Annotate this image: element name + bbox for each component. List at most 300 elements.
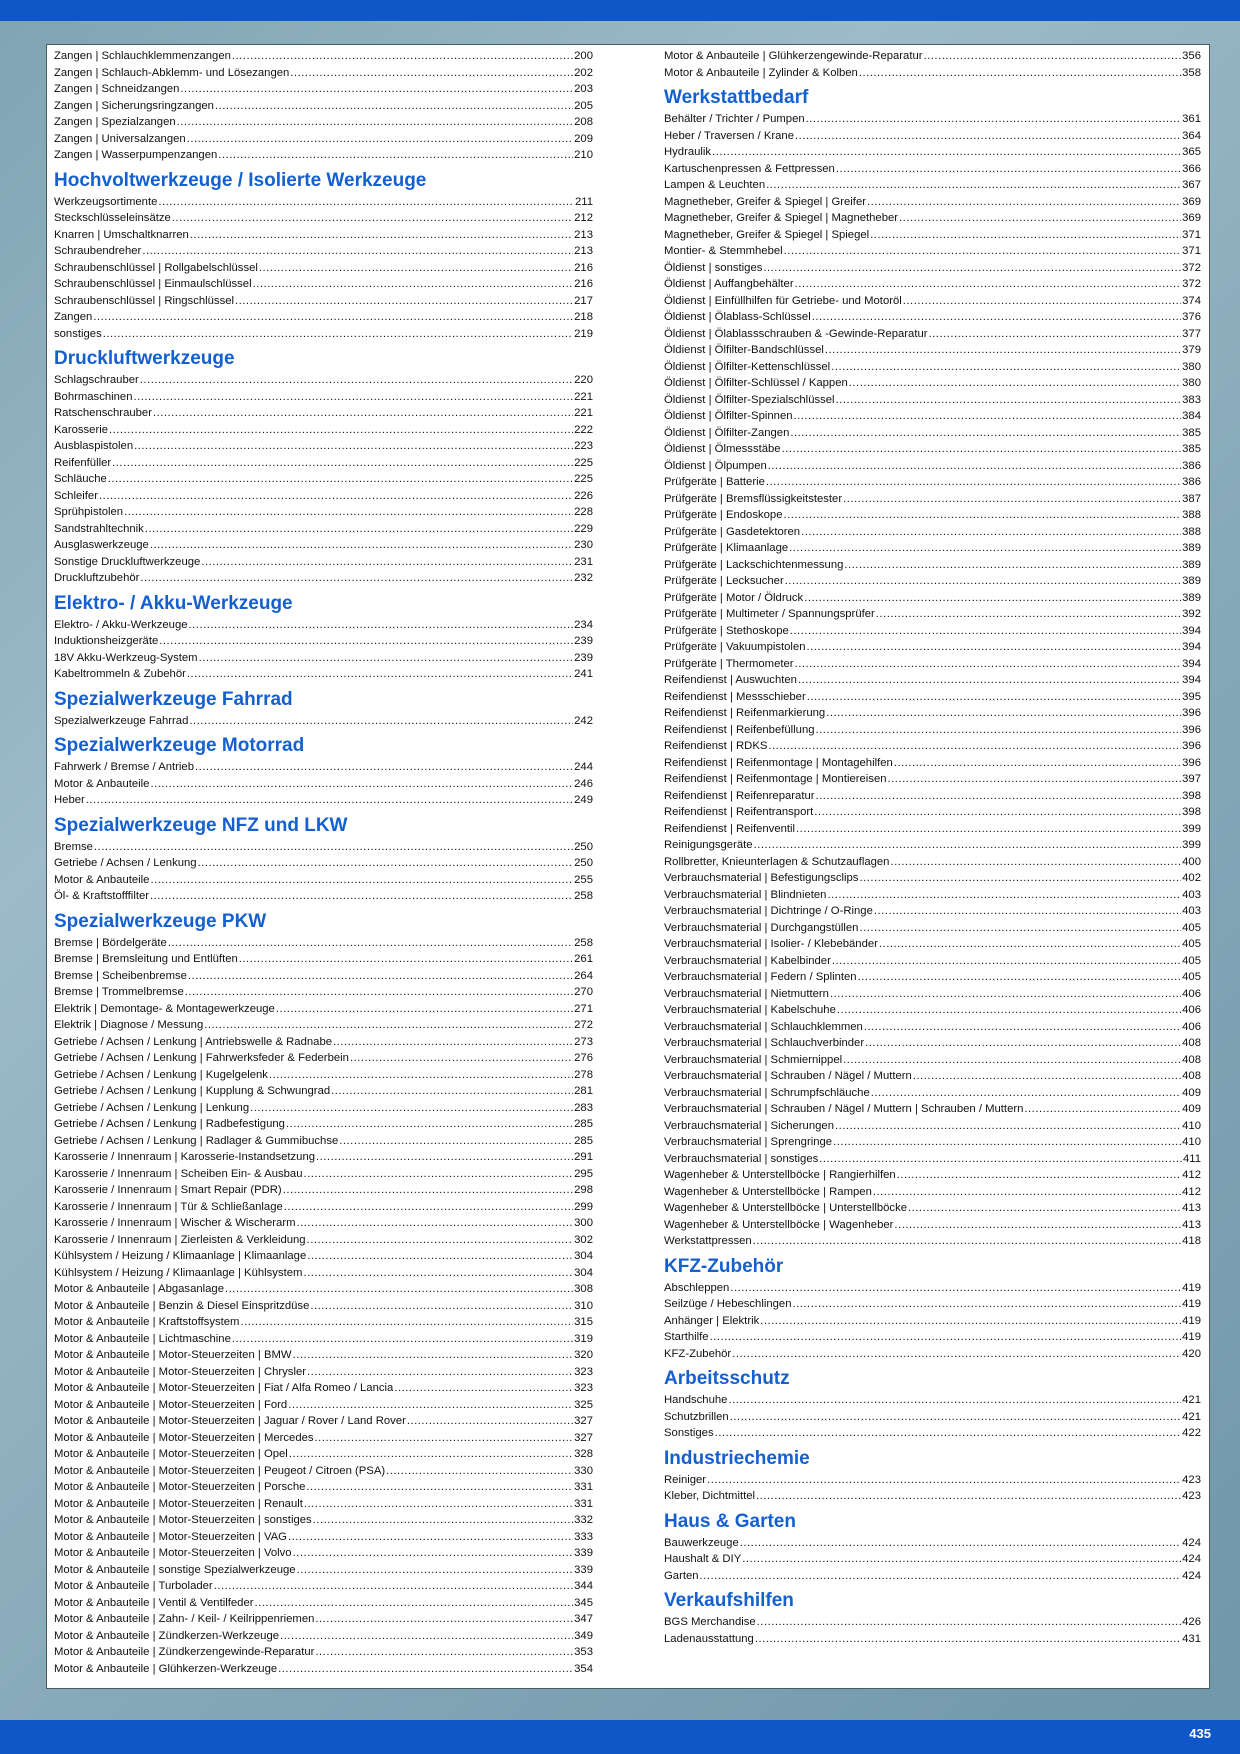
- entry-label: Verbrauchsmaterial | Schlauchklemmen: [664, 1020, 863, 1033]
- index-entry[interactable]: [664, 590, 1201, 607]
- entry-label: Motor & Anbauteile | Zahn- / Keil- / Keilrippenriemen: [54, 1613, 315, 1625]
- index-entry[interactable]: [664, 1019, 1201, 1036]
- entry-page-number: 377: [1182, 327, 1201, 340]
- index-entry[interactable]: [54, 776, 593, 793]
- entry-label: Öldienst | sonstiges: [664, 261, 763, 274]
- index-entry[interactable]: [664, 194, 1201, 211]
- index-entry[interactable]: [664, 1535, 1201, 1552]
- dot-leader: [760, 1313, 1181, 1330]
- index-entry[interactable]: [54, 227, 593, 244]
- index-entry[interactable]: [54, 666, 593, 683]
- index-entry[interactable]: [664, 557, 1201, 574]
- index-entry[interactable]: [664, 1068, 1201, 1085]
- index-entry[interactable]: [54, 1149, 593, 1166]
- dot-leader: [766, 474, 1181, 491]
- entry-page-number: 374: [1182, 294, 1201, 307]
- dot-leader: [201, 554, 573, 571]
- index-entry[interactable]: [664, 425, 1201, 442]
- entry-label: Schleifer: [54, 489, 98, 502]
- index-entry[interactable]: [54, 260, 593, 277]
- dot-leader: [134, 438, 573, 455]
- index-entry[interactable]: [54, 1545, 593, 1562]
- index-entry[interactable]: [54, 1562, 593, 1579]
- entry-page-number: 405: [1182, 971, 1201, 983]
- index-entry[interactable]: [54, 1578, 593, 1595]
- index-entry[interactable]: [664, 293, 1201, 310]
- index-entry[interactable]: [54, 888, 593, 905]
- entry-label: Motor & Anbauteile | Motor-Steuerzeiten | Mercedes: [54, 1431, 314, 1444]
- dot-leader: [816, 788, 1182, 805]
- index-entry[interactable]: [54, 1001, 593, 1018]
- index-entry[interactable]: [54, 521, 593, 538]
- dot-leader: [269, 1067, 573, 1084]
- entry-label: Steckschlüsseleinsätze: [54, 212, 171, 224]
- entry-label: Reiniger: [664, 1473, 707, 1486]
- index-entry[interactable]: [54, 1463, 593, 1480]
- index-entry[interactable]: [54, 839, 593, 856]
- entry-label: Karosserie: [54, 423, 108, 436]
- dot-leader: [826, 705, 1181, 722]
- index-entry[interactable]: [54, 243, 593, 260]
- entry-page-number: 278: [574, 1068, 593, 1081]
- index-entry[interactable]: [54, 1644, 593, 1661]
- index-entry[interactable]: [664, 1118, 1201, 1135]
- entry-page-number: 323: [574, 1382, 593, 1394]
- index-entry[interactable]: [664, 1614, 1201, 1631]
- index-entry[interactable]: [54, 1067, 593, 1084]
- index-entry[interactable]: [54, 1034, 593, 1051]
- entry-label: Bremse | Trommelbremse: [54, 986, 184, 998]
- dot-leader: [140, 372, 573, 389]
- entry-label: Zangen | Schlauch-Abklemm- und Lösezangen: [54, 66, 290, 79]
- index-entry[interactable]: [54, 554, 593, 571]
- dot-leader: [235, 293, 573, 310]
- index-entry[interactable]: [54, 1430, 593, 1447]
- index-entry[interactable]: [664, 689, 1201, 706]
- entry-label: Schläuche: [54, 473, 107, 485]
- index-entry[interactable]: [664, 309, 1201, 326]
- index-entry[interactable]: [664, 771, 1201, 788]
- index-entry[interactable]: [54, 1166, 593, 1183]
- index-entry[interactable]: [54, 1413, 593, 1430]
- index-entry[interactable]: [54, 210, 593, 227]
- dot-leader: [899, 210, 1181, 227]
- entry-label: Anhänger | Elektrik: [664, 1314, 760, 1327]
- index-entry[interactable]: [54, 1265, 593, 1282]
- dot-leader: [204, 1017, 573, 1034]
- index-entry[interactable]: [54, 422, 593, 439]
- index-entry[interactable]: [664, 639, 1201, 656]
- index-entry[interactable]: [54, 309, 593, 326]
- index-entry[interactable]: [664, 656, 1201, 673]
- entry-label: Kabeltrommeln & Zubehör: [54, 668, 186, 680]
- index-entry[interactable]: [664, 1551, 1201, 1568]
- index-entry[interactable]: [54, 713, 593, 730]
- dot-leader: [250, 1100, 573, 1117]
- entry-page-number: 255: [574, 873, 593, 886]
- index-entry[interactable]: [664, 1052, 1201, 1069]
- entry-page-number: 202: [574, 66, 593, 79]
- index-entry[interactable]: [54, 455, 593, 472]
- entry-label: Schraubenschlüssel | Rollgabelschlüssel: [54, 261, 258, 274]
- entry-page-number: 219: [574, 327, 593, 340]
- entry-page-number: 216: [574, 261, 593, 274]
- dot-leader: [913, 1068, 1181, 1085]
- index-entry[interactable]: [664, 375, 1201, 392]
- entry-label: Rollbretter, Knieunterlagen & Schutzauflagen: [664, 855, 890, 868]
- index-entry[interactable]: [664, 144, 1201, 161]
- index-entry[interactable]: [54, 1331, 593, 1348]
- entry-label: Getriebe / Achsen / Lenkung | Radbefestigung: [54, 1118, 285, 1130]
- index-column-right: [664, 48, 1201, 1647]
- index-entry[interactable]: [54, 438, 593, 455]
- index-entry[interactable]: [664, 507, 1201, 524]
- index-entry[interactable]: [664, 903, 1201, 920]
- index-entry[interactable]: [54, 1529, 593, 1546]
- index-entry[interactable]: [54, 855, 593, 872]
- entry-label: Öldienst | Einfüllhilfen für Getriebe- und Motoröl: [664, 294, 902, 307]
- entry-label: Bremse | Bremsleitung und Entlüften: [54, 953, 238, 965]
- index-entry[interactable]: [54, 405, 593, 422]
- index-entry[interactable]: [54, 504, 593, 521]
- index-entry[interactable]: [54, 537, 593, 554]
- entry-label: Werkstattpressen: [664, 1235, 752, 1247]
- index-entry[interactable]: [664, 1151, 1201, 1168]
- entry-label: Prüfgeräte | Gasdetektoren: [664, 525, 801, 538]
- index-entry[interactable]: [54, 935, 593, 952]
- index-entry[interactable]: [54, 1479, 593, 1496]
- index-entry[interactable]: [664, 887, 1201, 904]
- dot-leader: [297, 1215, 574, 1232]
- index-entry[interactable]: [54, 1512, 593, 1529]
- index-entry[interactable]: [664, 1392, 1201, 1409]
- index-entry[interactable]: [664, 111, 1201, 128]
- index-entry[interactable]: [54, 1182, 593, 1199]
- dot-leader: [315, 1611, 573, 1628]
- index-entry[interactable]: [664, 1184, 1201, 1201]
- dot-leader: [339, 1133, 573, 1150]
- index-entry[interactable]: [664, 491, 1201, 508]
- index-entry[interactable]: [664, 276, 1201, 293]
- dot-leader: [833, 1134, 1181, 1151]
- entry-page-number: 315: [574, 1316, 593, 1328]
- index-entry[interactable]: [664, 705, 1201, 722]
- entry-page-number: 410: [1182, 1119, 1201, 1132]
- entry-page-number: 424: [1182, 1536, 1201, 1549]
- index-entry[interactable]: [54, 1595, 593, 1612]
- dot-leader: [782, 441, 1182, 458]
- dot-leader: [843, 1052, 1181, 1069]
- entry-page-number: 389: [1182, 575, 1201, 587]
- index-entry[interactable]: [54, 872, 593, 889]
- entry-label: Motor & Anbauteile | Abgasanlage: [54, 1283, 224, 1295]
- index-entry[interactable]: [664, 969, 1201, 986]
- index-entry[interactable]: [664, 755, 1201, 772]
- entry-label: sonstiges: [54, 327, 102, 340]
- index-entry[interactable]: [664, 1425, 1201, 1442]
- entry-label: Prüfgeräte | Multimeter / Spannungsprüfer: [664, 608, 875, 620]
- index-entry[interactable]: [664, 342, 1201, 359]
- index-entry[interactable]: [664, 936, 1201, 953]
- index-section-continued: [54, 48, 593, 164]
- index-entry[interactable]: [54, 471, 593, 488]
- entry-page-number: 406: [1182, 987, 1201, 1000]
- dot-leader: [835, 1118, 1181, 1135]
- entry-page-number: 226: [574, 489, 593, 502]
- entry-page-number: 413: [1182, 1218, 1201, 1231]
- dot-leader: [142, 243, 573, 260]
- dot-leader: [795, 276, 1182, 293]
- dot-leader: [134, 389, 574, 406]
- index-entry[interactable]: [664, 227, 1201, 244]
- index-entry[interactable]: [54, 1380, 593, 1397]
- dot-leader: [109, 422, 573, 439]
- index-entry[interactable]: [54, 131, 593, 148]
- index-entry[interactable]: [664, 1488, 1201, 1505]
- index-entry[interactable]: [664, 161, 1201, 178]
- index-entry[interactable]: [54, 114, 593, 131]
- entry-label: Verbrauchsmaterial | Schmiernippel: [664, 1053, 843, 1066]
- index-entry[interactable]: [664, 392, 1201, 409]
- index-entry[interactable]: [54, 633, 593, 650]
- index-entry[interactable]: [664, 738, 1201, 755]
- entry-label: Öldienst | Ölfilter-Bandschlüssel: [664, 344, 824, 356]
- entry-label: Knarren | Umschaltknarren: [54, 228, 189, 241]
- index-entry[interactable]: [54, 1083, 593, 1100]
- index-entry[interactable]: [664, 326, 1201, 343]
- dot-leader: [225, 1281, 573, 1298]
- entry-page-number: 344: [574, 1580, 593, 1592]
- dot-leader: [93, 309, 573, 326]
- index-entry[interactable]: [54, 48, 593, 65]
- entry-page-number: 223: [574, 440, 593, 452]
- index-entry[interactable]: [664, 441, 1201, 458]
- entry-page-number: 399: [1182, 822, 1201, 835]
- dot-leader: [830, 986, 1181, 1003]
- dot-leader: [756, 1488, 1181, 1505]
- index-entry[interactable]: [54, 488, 593, 505]
- dot-leader: [185, 984, 573, 1001]
- index-entry[interactable]: [664, 458, 1201, 475]
- index-entry[interactable]: [664, 804, 1201, 821]
- index-entry[interactable]: [664, 573, 1201, 590]
- index-entry[interactable]: [54, 984, 593, 1001]
- index-entry[interactable]: [54, 1446, 593, 1463]
- index-entry[interactable]: [664, 623, 1201, 640]
- entry-label: Motor & Anbauteile | Zündkerzengewinde-Reparatur: [54, 1646, 315, 1658]
- entry-label: Bremse | Scheibenbremse: [54, 969, 187, 982]
- index-entry[interactable]: [664, 177, 1201, 194]
- dot-leader: [331, 1083, 573, 1100]
- index-entry[interactable]: [664, 65, 1201, 82]
- index-entry[interactable]: [664, 821, 1201, 838]
- entry-page-number: 273: [574, 1035, 593, 1048]
- index-entry[interactable]: [664, 920, 1201, 937]
- index-entry[interactable]: [54, 1298, 593, 1315]
- entry-label: Motor & Anbauteile: [54, 777, 150, 790]
- index-entry[interactable]: [664, 1280, 1201, 1297]
- index-entry[interactable]: [54, 81, 593, 98]
- index-entry[interactable]: [54, 570, 593, 587]
- dot-leader: [199, 650, 574, 667]
- dot-leader: [86, 792, 573, 809]
- entry-label: Motor & Anbauteile | Turbolader: [54, 1580, 213, 1592]
- index-entry[interactable]: [54, 389, 593, 406]
- entry-label: Ausglaswerkzeuge: [54, 539, 149, 551]
- entry-label: Zangen | Schneidzangen: [54, 83, 180, 95]
- entry-page-number: 358: [1182, 66, 1201, 79]
- index-entry[interactable]: [664, 524, 1201, 541]
- entry-label: Behälter / Trichter / Pumpen: [664, 113, 805, 125]
- index-entry[interactable]: [54, 1611, 593, 1628]
- dot-leader: [859, 65, 1181, 82]
- dot-leader: [150, 872, 573, 889]
- entry-page-number: 380: [1182, 360, 1201, 373]
- index-entry[interactable]: [664, 870, 1201, 887]
- index-entry[interactable]: [664, 1313, 1201, 1330]
- index-entry[interactable]: [54, 617, 593, 634]
- entry-page-number: 354: [574, 1662, 593, 1675]
- dot-leader: [124, 504, 573, 521]
- index-entry[interactable]: [664, 1296, 1201, 1313]
- index-section-kfz-zubeh-r: [664, 1256, 1201, 1363]
- index-entry[interactable]: [664, 243, 1201, 260]
- dot-leader: [288, 1529, 573, 1546]
- index-entry[interactable]: [664, 672, 1201, 689]
- index-entry[interactable]: [664, 1002, 1201, 1019]
- entry-page-number: 398: [1182, 789, 1201, 802]
- index-entry[interactable]: [664, 1631, 1201, 1648]
- dot-leader: [715, 1425, 1182, 1442]
- index-entry[interactable]: [54, 98, 593, 115]
- index-entry[interactable]: [54, 1628, 593, 1645]
- entry-label: Spezialwerkzeuge Fahrrad: [54, 714, 189, 727]
- dot-leader: [789, 540, 1181, 557]
- index-entry[interactable]: [54, 1496, 593, 1513]
- index-entry[interactable]: [664, 1409, 1201, 1426]
- index-entry[interactable]: [54, 293, 593, 310]
- entry-page-number: 356: [1182, 50, 1201, 62]
- index-section-arbeitsschutz: [664, 1368, 1201, 1442]
- index-entry[interactable]: [54, 1347, 593, 1364]
- index-entry[interactable]: [54, 1199, 593, 1216]
- index-entry[interactable]: [664, 359, 1201, 376]
- entry-page-number: 405: [1182, 938, 1201, 950]
- index-entry[interactable]: [54, 968, 593, 985]
- index-entry[interactable]: [664, 1568, 1201, 1585]
- index-entry[interactable]: [664, 540, 1201, 557]
- index-entry[interactable]: [54, 792, 593, 809]
- index-entry[interactable]: [664, 788, 1201, 805]
- index-entry[interactable]: [54, 1314, 593, 1331]
- index-entry[interactable]: [664, 260, 1201, 277]
- section-heading: Werkstattbedarf: [664, 87, 809, 108]
- index-entry[interactable]: [664, 1085, 1201, 1102]
- index-entry[interactable]: [664, 1329, 1201, 1346]
- dot-leader: [844, 557, 1181, 574]
- index-entry[interactable]: [664, 128, 1201, 145]
- index-entry[interactable]: [54, 1116, 593, 1133]
- index-entry[interactable]: [54, 147, 593, 164]
- index-entry[interactable]: [54, 759, 593, 776]
- index-entry[interactable]: [54, 1215, 593, 1232]
- entry-page-number: 371: [1182, 245, 1201, 257]
- index-entry[interactable]: [664, 408, 1201, 425]
- entry-label: Schutzbrillen: [664, 1410, 729, 1423]
- index-entry[interactable]: [54, 951, 593, 968]
- dot-leader: [798, 672, 1181, 689]
- entry-page-number: 376: [1182, 311, 1201, 323]
- index-entry[interactable]: [664, 210, 1201, 227]
- index-entry[interactable]: [664, 854, 1201, 871]
- index-entry[interactable]: [664, 48, 1201, 65]
- index-entry[interactable]: [664, 1035, 1201, 1052]
- index-entry[interactable]: [54, 650, 593, 667]
- dot-leader: [315, 1644, 573, 1661]
- index-entry[interactable]: [54, 1661, 593, 1678]
- section-heading: Elektro- / Akku-Werkzeuge: [54, 592, 293, 614]
- index-entry[interactable]: [664, 1200, 1201, 1217]
- index-entry[interactable]: [54, 1100, 593, 1117]
- index-entry[interactable]: [664, 986, 1201, 1003]
- index-entry[interactable]: [664, 1217, 1201, 1234]
- dot-leader: [158, 194, 574, 211]
- entry-label: Kühlsystem / Heizung / Klimaanlage | Klimaanlage: [54, 1250, 307, 1262]
- dot-leader: [303, 1265, 573, 1282]
- entry-label: Verbrauchsmaterial | Sprengringe: [664, 1136, 833, 1148]
- index-entry[interactable]: [54, 1133, 593, 1150]
- dot-leader: [908, 1200, 1181, 1217]
- index-entry[interactable]: [54, 1248, 593, 1265]
- index-entry[interactable]: [54, 1050, 593, 1067]
- index-entry[interactable]: [664, 1472, 1201, 1489]
- entry-label: Getriebe / Achsen / Lenkung | Lenkung: [54, 1101, 250, 1114]
- index-entry[interactable]: [54, 276, 593, 293]
- index-entry[interactable]: [54, 326, 593, 343]
- index-entry[interactable]: [54, 1364, 593, 1381]
- index-entry[interactable]: [54, 1397, 593, 1414]
- entry-page-number: 423: [1182, 1473, 1201, 1486]
- index-entry[interactable]: [54, 372, 593, 389]
- entry-page-number: 418: [1182, 1235, 1201, 1247]
- entry-page-number: 412: [1182, 1169, 1201, 1181]
- index-entry[interactable]: [664, 606, 1201, 623]
- dot-leader: [707, 1472, 1181, 1489]
- index-entry[interactable]: [664, 474, 1201, 491]
- dot-leader: [333, 1034, 573, 1051]
- dot-leader: [710, 1329, 1182, 1346]
- index-entry[interactable]: [54, 1017, 593, 1034]
- entry-page-number: 310: [574, 1299, 593, 1312]
- index-entry[interactable]: [664, 1233, 1201, 1250]
- entry-label: Getriebe / Achsen / Lenkung | Radlager & Gummibuchse: [54, 1134, 339, 1147]
- entry-page-number: 261: [574, 953, 593, 965]
- index-entry[interactable]: [664, 722, 1201, 739]
- index-entry[interactable]: [664, 1346, 1201, 1363]
- index-entry[interactable]: [664, 1134, 1201, 1151]
- entry-label: Öldienst | Ölablassschrauben & -Gewinde-Reparatur: [664, 327, 928, 340]
- index-entry[interactable]: [54, 194, 593, 211]
- index-entry[interactable]: [54, 1281, 593, 1298]
- entry-label: Öldienst | Ölfilter-Spinnen: [664, 410, 793, 422]
- index-entry[interactable]: [664, 953, 1201, 970]
- entry-page-number: 422: [1182, 1427, 1201, 1439]
- index-entry[interactable]: [664, 1101, 1201, 1118]
- index-entry[interactable]: [664, 1167, 1201, 1184]
- index-entry[interactable]: [54, 65, 593, 82]
- index-entry[interactable]: [664, 837, 1201, 854]
- index-entry[interactable]: [54, 1232, 593, 1249]
